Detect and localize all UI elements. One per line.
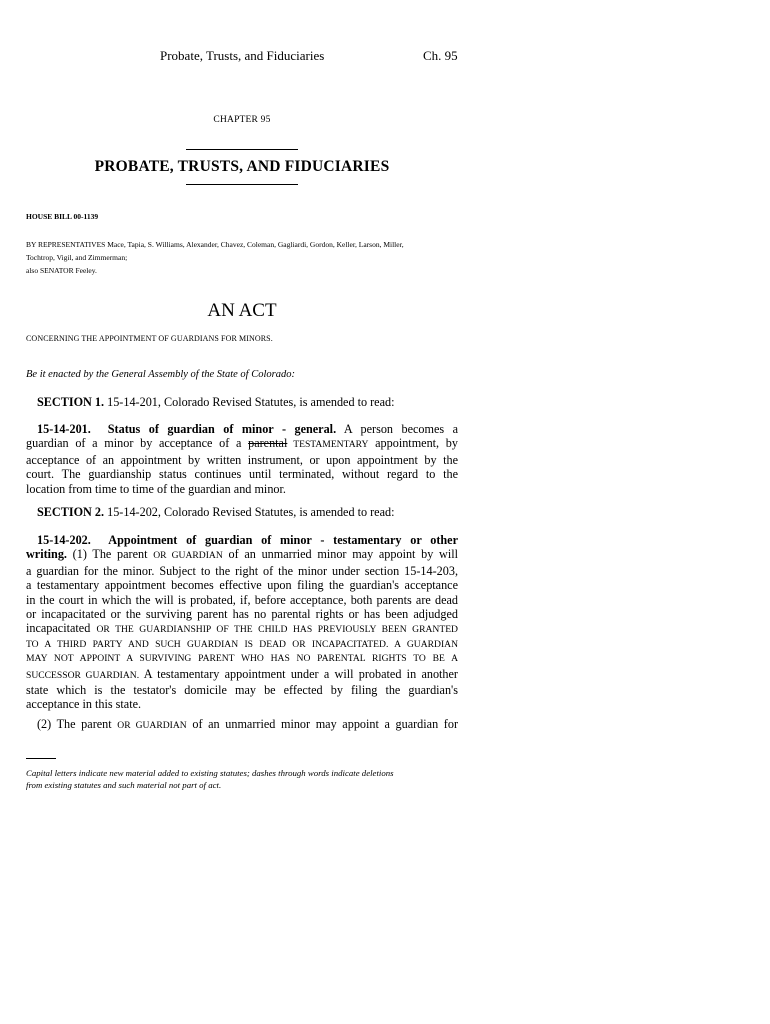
footnote: Capital letters indicate new material added to existing statutes; dashes through words indicate deletions from existing statutes and such material not part of act. (26, 768, 394, 790)
document-title: PROBATE, TRUSTS, AND FIDUCIARIES (94, 158, 390, 175)
bill-number: HOUSE BILL 00-1139 (26, 212, 99, 221)
sponsors-line: BY REPRESENTATIVES Mace, Tapia, S. Williams, Alexander, Chavez, Coleman, Gagliardi, Gordon, Keller, Larson, Miller, (26, 240, 404, 249)
concerning-clause: CONCERNING THE APPOINTMENT OF GUARDIANS FOR MINORS. (26, 334, 273, 343)
deleted-text: parental (248, 436, 288, 451)
enacting-clause: Be it enacted by the General Assembly of the State of Colorado: (26, 369, 295, 380)
subsection-2: (2) The parent OR GUARDIAN of an unmarried minor may appoint a guardian for (37, 717, 458, 731)
statute-number: 15-14-202. (37, 533, 91, 547)
added-text: OR GUARDIAN (153, 550, 223, 562)
section-1-text: 15-14-201, Colorado Revised Statutes, is amended to read: (104, 395, 395, 409)
added-text: TESTAMENTARY (287, 439, 369, 451)
act-heading: AN ACT (207, 300, 277, 321)
added-text: OR GUARDIAN (117, 720, 187, 731)
running-head-title: Probate, Trusts, and Fiduciaries (160, 48, 325, 63)
section-2 (26, 505, 458, 519)
sponsors-line: Tochtrop, Vigil, and Zimmerman; (26, 253, 128, 262)
title-rule-top (186, 149, 298, 150)
running-head-chapter: Ch. 95 (423, 48, 458, 63)
added-text: MAY NOT APPOINT A SURVIVING PARENT WHO HAS NO PARENTAL RIGHTS TO BE A (26, 653, 458, 665)
added-text: TO A THIRD PARTY AND SUCH GUARDIAN IS DEAD OR INCAPACITATED. A GUARDIAN (26, 638, 458, 650)
section-1-label: SECTION 1. (37, 395, 105, 409)
chapter-label: CHAPTER 95 (213, 115, 271, 125)
sponsors (26, 238, 466, 277)
statute-15-14-202: 15-14-202. Appointment of guardian of minor - testamentary or other writing. (1) The parent OR GUARDIAN of an unmarried minor may appoint by will a guardian for the minor. Subject to the right of the minor under section 15-14-203, a testamentary appointment becomes effective upon filing the guardian's acceptance in the court in which the will is probated, if, before acceptance, both parents are dead or incapacitated or the surviving parent has no parental rights or has been adjudged incapacitated OR THE GUARDIANSHIP OF THE CHILD HAS PREVIOUSLY BEEN GRANTED TO A THIRD PARTY AND SUCH GUARDIAN IS DEAD OR INCAPACITATED. A GUARDIAN MAY NOT APPOINT A SURVIVING PARENT WHO HAS NO PARENTAL RIGHTS TO BE A SUCCESSOR GUARDIAN. A testamentary appointment under a will probated in another state which is the testator's domicile may be effected by filing the guardian's acceptance in this state. (26, 533, 459, 712)
statute-number: 15-14-201. (37, 422, 91, 436)
section-2-text: 15-14-202, Colorado Revised Statutes, is amended to read: (104, 505, 395, 519)
section-2-label: SECTION 2. (37, 505, 105, 519)
section-1 (26, 395, 458, 409)
footnote-rule (26, 758, 56, 759)
statute-15-14-201: 15-14-201. Status of guardian of minor - general. A person becomes a guardian of a minor by acceptance of a parental TESTAMENTARY appointment, by acceptance of an appointment by written instrument, or upon appointment by the court. The guardianship status continues until terminated, without regard to the location from time to time of the guardian and minor. (26, 422, 459, 496)
statute-heading: Status of guardian of minor - general. (107, 422, 337, 436)
sponsors-line: also SENATOR Feeley. (26, 266, 97, 275)
title-rule-bottom (186, 184, 298, 185)
statute-heading: Appointment of guardian of minor - testamentary or other (108, 533, 458, 547)
added-text: SUCCESSOR GUARDIAN. (26, 669, 140, 681)
added-text: OR THE GUARDIANSHIP OF THE CHILD HAS PREVIOUSLY BEEN GRANTED (96, 624, 458, 636)
